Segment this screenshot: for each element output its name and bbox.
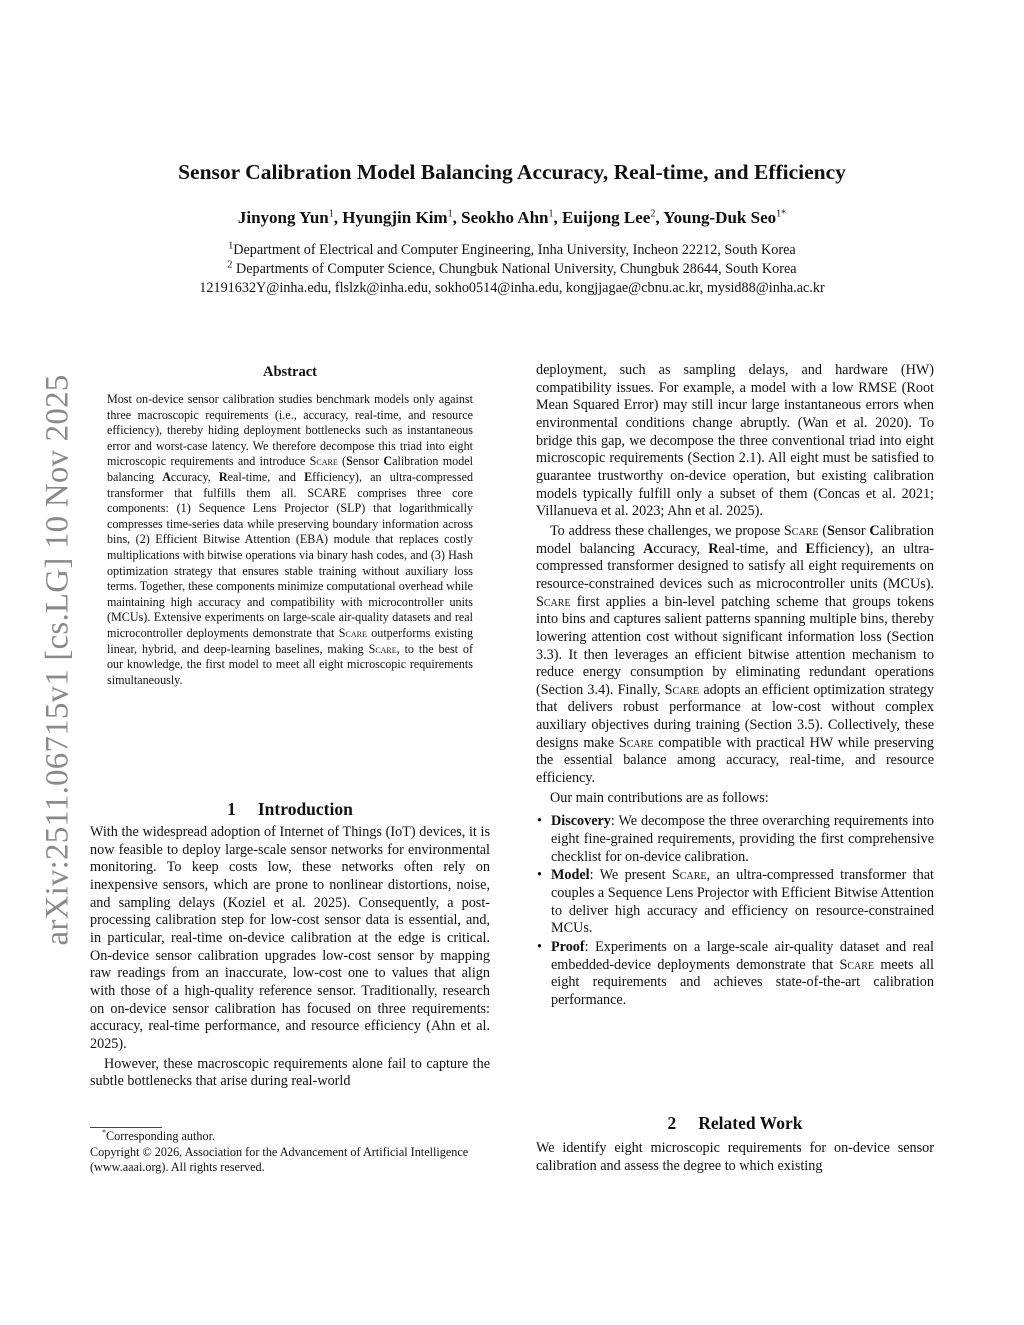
abstract-body: Most on-device sensor calibration studies benchmark models only against three macroscopic requirements (i.e., accuracy, real-time, and resource efficiency), thereby hiding deployment bottlenecks such as instantaneous error and worst-case latency. We therefore decompose this triad into eight microscopic requirements and introduce Scare (Sensor Calibration model balancing Accuracy, Real-time, and Efficiency), an ultra-compressed transformer that fulfills them all. SCARE comprises three core components: (1) Sequence Lens Projector (SLP) that logarithmically compresses time-series data while preserving boundary information across bins, (2) Efficient Bitwise Attention (EBA) module that replaces costly multiplications with bitwise operations via binary hash codes, and (3) Hash optimization strategy that ensures stable training without auxiliary loss terms. Together, these components minimize computational overhead while maintaining high accuracy and compatibility with microcontroller units (MCUs). Extensive experiments on large-scale air-quality datasets and real microcontroller deployments demonstrate that Scare outperforms existing linear, hybrid, and deep-learning baselines, making Scare, to the best of our knowledge, the first model to meet all eight microscopic requirements simultaneously. — [107, 392, 474, 687]
author: Young-Duk Seo$^{1*}$ — [663, 208, 787, 227]
corresponding-author-note: *Corresponding author. — [102, 1127, 215, 1143]
arxiv-id-text: arXiv:2511.06715v1 [cs.LG] 10 Nov 2025 — [39, 374, 76, 946]
body-paragraph: deployment, such as sampling delays, and hardware (HW) compatibility issues. For example, a model with a low RMSE (Root Mean Squared Error) may still incur large instantaneous errors when environmental conditions change abruptly. (Wan et al. 2020). To bridge this gap, we decompose the three conventional triad into eight microscopic requirements (Section 2.1). All eight must be satisfied to guarantee trustworthy on-device operation, but existing calibration models typically fulfill only a subset of them (Concas et al. 2021; Villanueva et al. 2023; Ahn et al. 2025). — [536, 362, 934, 520]
author: Seokho Ahn$^1$, — [461, 208, 563, 227]
section-heading-introduction: 1 Introduction — [227, 799, 353, 819]
introduction-text — [90, 824, 490, 1091]
copyright-notice: Copyright © 2026, Association for the Advancement of Artificial Intelligence (www.aaai.org). All rights reserved. — [90, 1144, 469, 1175]
author: Jinyong Yun$^1$, — [237, 208, 343, 227]
affiliation-1: $^1$Department of Electrical and Computer Engineering, Inha University, Incheon 22212, South Korea — [228, 240, 796, 258]
intro-paragraph: However, these macroscopic requirements alone fail to capture the subtle bottlenecks that arise during real-world — [90, 1055, 490, 1090]
author: Hyungjin Kim$^1$, — [342, 208, 462, 227]
author: Euijong Lee$^2$, — [562, 208, 664, 227]
footnote-rule — [90, 1127, 162, 1128]
paper-title: Sensor Calibration Model Balancing Accuracy, Real-time, and Efficiency — [178, 160, 846, 184]
author-emails: 12191632Y@inha.edu, flslzk@inha.edu, sokho0514@inha.edu, kongjjagae@cbnu.ac.kr, mysid88@inha.ac.kr — [199, 280, 825, 296]
contributions-list — [536, 813, 934, 1009]
body-paragraph: To address these challenges, we propose Scare (Sensor Calibration model balancing Accuracy, Real-time, and Efficiency), an ultra-compressed transformer designed to satisfy all eight requirements on resource-constrained devices such as microcontroller units (MCUs). Scare first applies a bin-level patching scheme that groups tokens into bins and captures salient patterns spanning multiple bins, thereby lowering attention cost without significant information loss (Section 3.3). It then leverages an efficient bitwise attention mechanism to reduce energy consumption by eliminating redundant operations (Section 3.4). Finally, Scare adopts an efficient optimization strategy that delivers robust performance at low-cost without complex auxiliary objectives during training (Section 3.5). Collectively, these designs make Scare compatible with practical HW while preserving the essential balance among accuracy, real-time, and resource efficiency. — [536, 522, 934, 787]
list-item: • Discovery: We decompose the three overarching requirements into eight fine-grained requirements, providing the first comprehensive checklist for on-device calibration. — [537, 813, 934, 865]
body-paragraph: Our main contributions are as follows: — [550, 789, 769, 806]
right-column-text — [536, 362, 934, 1011]
related-work-paragraph: We identify eight microscopic requirements for on-device sensor calibration and assess the degree to which existing — [536, 1140, 934, 1174]
affiliation-2: $^2$ Departments of Computer Science, Chungbuk National University, Chungbuk 28644, South Korea — [227, 259, 797, 277]
footnotes — [90, 1129, 490, 1176]
intro-paragraph: With the widespread adoption of Internet of Things (IoT) devices, it is now feasible to deploy large-scale sensor networks for environmental monitoring. To keep costs low, these networks often rely on inexpensive sensors, which are prone to nonlinear distortions, noise, and sampling delays (Koziel et al. 2025). Consequently, a post-processing calibration step for low-cost sensor data is essential, and, in particular, real-time on-device calibration at the edge is critical. On-device sensor calibration upgrades low-cost sensor by mapping raw readings from an inaccurate, low-cost one to values that align with those of a high-quality reference sensor. Traditionally, research on on-device sensor calibration has focused on three requirements: accuracy, real-time performance, and resource efficiency (Ahn et al. 2025). — [90, 824, 490, 1052]
list-item: • Proof: Experiments on a large-scale air-quality dataset and real embedded-device deployments demonstrate that Scare meets all eight requirements and achieves state-of-the-art calibration performance. — [537, 939, 934, 1008]
list-item: • Model: We present Scare, an ultra-compressed transformer that couples a Sequence Lens Projector with Efficient Bitwise Attention to deliver high accuracy and efficiency on resource-constrained MCUs. — [537, 867, 934, 937]
abstract-heading: Abstract — [263, 364, 317, 380]
author-list — [0, 208, 1024, 228]
section-heading-related-work: 2 Related Work — [667, 1113, 803, 1133]
